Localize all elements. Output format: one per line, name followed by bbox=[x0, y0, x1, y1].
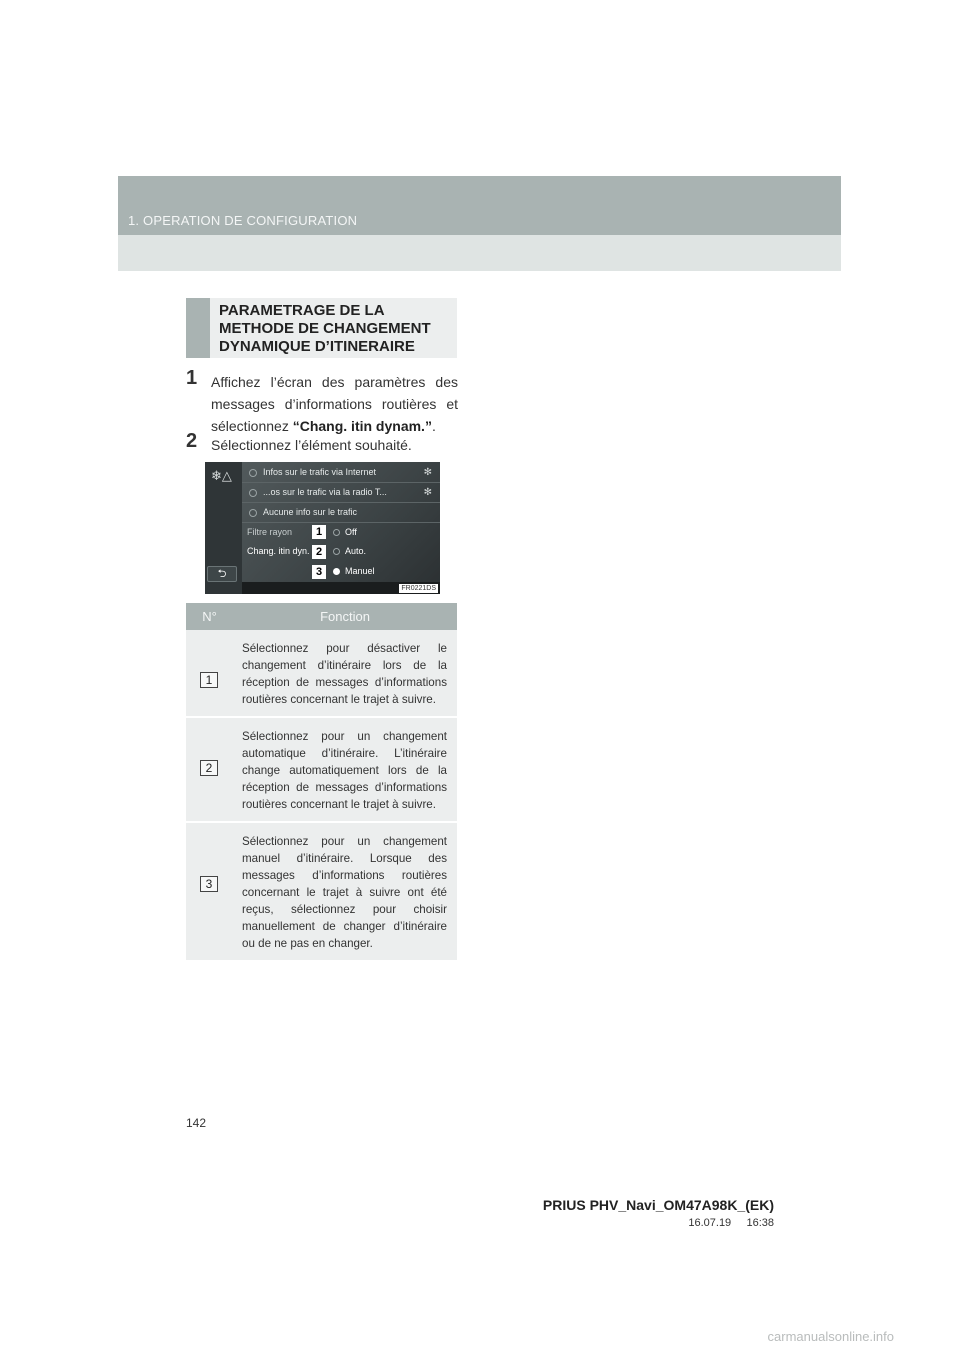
step-1 bbox=[186, 367, 458, 437]
table-row bbox=[186, 718, 457, 823]
header-band bbox=[118, 176, 841, 271]
step-2 bbox=[186, 430, 458, 456]
gear-icon: ✻ bbox=[423, 467, 432, 478]
back-arrow-icon[interactable]: ⮌ bbox=[207, 566, 237, 582]
function-table bbox=[186, 603, 457, 962]
row-number: 3 bbox=[200, 876, 218, 892]
radio-icon bbox=[249, 489, 257, 497]
row-text: Sélectionnez pour un changement automatique d’itinéraire. L’itinéraire change automatiquement lors de la réception de messages d’informations routières concernant le trajet à suivre. bbox=[242, 730, 447, 811]
radio-selected-icon bbox=[333, 568, 340, 575]
navigation-screenshot bbox=[205, 462, 440, 594]
table-row bbox=[186, 630, 457, 718]
filter-radius-label: Filtre rayon bbox=[247, 527, 293, 537]
dynamic-route-label: Chang. itin dyn. bbox=[247, 546, 310, 556]
step-text: Affichez l’écran des paramètres des messages d’informations routières et sélectionnez “Chang. itin dynam.”. bbox=[211, 374, 458, 434]
header-top bbox=[118, 176, 841, 235]
section-title-bar bbox=[186, 298, 210, 358]
screen-row[interactable]: Aucune info sur le trafic bbox=[242, 503, 440, 523]
step-number: 2 bbox=[186, 430, 198, 452]
row-number: 1 bbox=[200, 672, 218, 688]
row-number: 2 bbox=[200, 760, 218, 776]
radio-icon bbox=[249, 509, 257, 517]
option-off[interactable]: Off bbox=[333, 527, 357, 537]
watermark: carmanualsonline.info bbox=[767, 1329, 894, 1344]
figure-code: FR0221DS bbox=[401, 585, 436, 592]
option-manual[interactable]: Manuel bbox=[333, 566, 375, 576]
row-text: Sélectionnez pour un changement manuel d’itinéraire. Lorsque des messages d’informations routières concernant le trajet à suivre ont été reçus, sélectionnez pour choisir manuellement de changer d’itinéraire ou de ne pas en changer. bbox=[242, 835, 447, 950]
section-title-box bbox=[186, 298, 457, 358]
step-number: 1 bbox=[186, 367, 198, 389]
radio-icon bbox=[333, 548, 340, 555]
table-header bbox=[186, 603, 457, 630]
section-title: PARAMETRAGE DE LA METHODE DE CHANGEMENT DYNAMIQUE D’ITINERAIRE bbox=[219, 302, 431, 355]
row-text: Sélectionnez pour désactiver le changement d’itinéraire lors de la réception de messages d’informations routières concernant le trajet à suivre. bbox=[242, 642, 447, 706]
radio-icon bbox=[333, 529, 340, 536]
traffic-settings-icon: ❄△ bbox=[211, 468, 232, 483]
document-id: PRIUS PHV_Navi_OM47A98K_(EK) bbox=[542, 1197, 774, 1213]
callout-3: 3 bbox=[312, 565, 326, 579]
option-auto[interactable]: Auto. bbox=[333, 546, 366, 556]
screen-row[interactable]: Infos sur le trafic via Internet ✻ bbox=[242, 463, 440, 483]
header-function: Fonction bbox=[320, 609, 370, 624]
section-header: 1. OPERATION DE CONFIGURATION bbox=[128, 213, 358, 228]
page-number: 142 bbox=[186, 1116, 207, 1130]
table-row bbox=[186, 823, 457, 962]
header-number: N° bbox=[202, 609, 217, 624]
gear-icon: ✻ bbox=[423, 487, 432, 498]
callout-2: 2 bbox=[312, 545, 326, 559]
document-timestamp: 16.07.19 16:38 bbox=[688, 1217, 774, 1229]
callout-1: 1 bbox=[312, 525, 326, 539]
step-text: Sélectionnez l’élément souhaité. bbox=[211, 437, 412, 453]
screen-row[interactable]: ...os sur le trafic via la radio T... ✻ bbox=[242, 483, 440, 503]
radio-icon bbox=[249, 469, 257, 477]
